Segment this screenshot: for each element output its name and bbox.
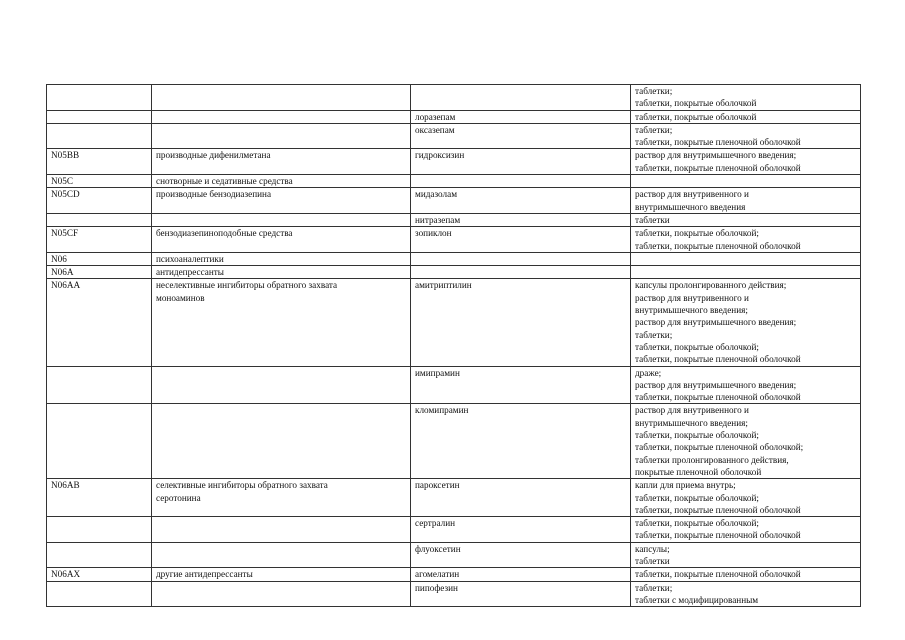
table-row	[47, 279, 861, 366]
table-row	[47, 366, 861, 404]
drug-name-cell: гидроксизин	[411, 149, 631, 175]
dosage-form-cell: раствор для внутривенного и внутримышечного введения; таблетки, покрытые оболочкой; таблетки, покрытые пленочной оболочкой; таблетки пролонгированного действия, покрытые пленочной оболочкой	[631, 404, 861, 479]
table-row	[47, 110, 861, 123]
dosage-form-cell: раствор для внутривенного и внутримышечного введения	[631, 188, 861, 214]
group-name-cell	[152, 85, 411, 111]
drug-name-cell	[411, 85, 631, 111]
drug-name-cell: мидазолам	[411, 188, 631, 214]
drug-name-cell	[411, 266, 631, 279]
table-row	[47, 581, 861, 607]
table-row	[47, 213, 861, 226]
dosage-form-cell: таблетки; таблетки, покрытые оболочкой	[631, 85, 861, 111]
atc-code-cell	[47, 366, 152, 404]
drug-name-cell: пипофезин	[411, 581, 631, 607]
atc-code-cell	[47, 213, 152, 226]
table-row	[47, 149, 861, 175]
group-name-cell: другие антидепрессанты	[152, 568, 411, 581]
group-name-cell: неселективные ингибиторы обратного захвата моноаминов	[152, 279, 411, 366]
drug-name-cell: пароксетин	[411, 479, 631, 517]
atc-code-cell	[47, 542, 152, 568]
group-name-cell	[152, 110, 411, 123]
table-row	[47, 252, 861, 265]
table-row	[47, 227, 861, 253]
drug-name-cell	[411, 175, 631, 188]
drug-name-cell: флуоксетин	[411, 542, 631, 568]
group-name-cell: селективные ингибиторы обратного захвата серотонина	[152, 479, 411, 517]
atc-code-cell: N05BB	[47, 149, 152, 175]
group-name-cell	[152, 123, 411, 149]
group-name-cell	[152, 542, 411, 568]
atc-code-cell	[47, 581, 152, 607]
dosage-form-cell	[631, 175, 861, 188]
dosage-form-cell: драже; раствор для внутримышечного введения; таблетки, покрытые пленочной оболочкой	[631, 366, 861, 404]
drug-name-cell: оксазепам	[411, 123, 631, 149]
dosage-form-cell: таблетки; таблетки, покрытые пленочной оболочкой	[631, 123, 861, 149]
group-name-cell	[152, 213, 411, 226]
atc-code-cell	[47, 85, 152, 111]
dosage-form-cell: таблетки, покрытые оболочкой; таблетки, покрытые пленочной оболочкой	[631, 517, 861, 543]
table-row	[47, 266, 861, 279]
atc-code-cell: N06AB	[47, 479, 152, 517]
group-name-cell: психоаналептики	[152, 252, 411, 265]
atc-code-cell: N05CF	[47, 227, 152, 253]
table-row	[47, 568, 861, 581]
table-row	[47, 404, 861, 479]
atc-code-cell	[47, 123, 152, 149]
atc-code-cell: N06	[47, 252, 152, 265]
drug-name-cell: зопиклон	[411, 227, 631, 253]
table-row	[47, 479, 861, 517]
atc-code-cell	[47, 110, 152, 123]
dosage-form-cell: капли для приема внутрь; таблетки, покрытые оболочкой; таблетки, покрытые пленочной оболочкой	[631, 479, 861, 517]
atc-code-cell: N06A	[47, 266, 152, 279]
group-name-cell: производные бензодиазепина	[152, 188, 411, 214]
drug-name-cell: имипрамин	[411, 366, 631, 404]
atc-code-cell	[47, 517, 152, 543]
drug-name-cell: сертралин	[411, 517, 631, 543]
table-row	[47, 85, 861, 111]
dosage-form-cell: таблетки; таблетки с модифицированным	[631, 581, 861, 607]
table-row	[47, 175, 861, 188]
table-row	[47, 542, 861, 568]
drug-name-cell: агомелатин	[411, 568, 631, 581]
drug-name-cell	[411, 252, 631, 265]
atc-code-cell: N05CD	[47, 188, 152, 214]
group-name-cell	[152, 581, 411, 607]
drug-classification-table	[46, 84, 861, 607]
atc-code-cell: N05C	[47, 175, 152, 188]
drug-name-cell: лоразепам	[411, 110, 631, 123]
atc-code-cell: N06AA	[47, 279, 152, 366]
table-row	[47, 517, 861, 543]
dosage-form-cell: таблетки, покрытые пленочной оболочкой	[631, 568, 861, 581]
group-name-cell: антидепрессанты	[152, 266, 411, 279]
dosage-form-cell: таблетки, покрытые оболочкой; таблетки, покрытые пленочной оболочкой	[631, 227, 861, 253]
table-row	[47, 188, 861, 214]
drug-name-cell: нитразепам	[411, 213, 631, 226]
atc-code-cell: N06AX	[47, 568, 152, 581]
table-body	[47, 85, 861, 607]
atc-code-cell	[47, 404, 152, 479]
dosage-form-cell: таблетки, покрытые оболочкой	[631, 110, 861, 123]
group-name-cell: снотворные и седативные средства	[152, 175, 411, 188]
table-row	[47, 123, 861, 149]
group-name-cell: производные дифенилметана	[152, 149, 411, 175]
group-name-cell	[152, 517, 411, 543]
dosage-form-cell: капсулы пролонгированного действия; раствор для внутривенного и внутримышечного введения; раствор для внутримышечного введения; таблетки; таблетки, покрытые оболочкой; таблетки, покрытые пленочной оболочкой	[631, 279, 861, 366]
group-name-cell	[152, 404, 411, 479]
drug-name-cell: кломипрамин	[411, 404, 631, 479]
drug-name-cell: амитриптилин	[411, 279, 631, 366]
group-name-cell	[152, 366, 411, 404]
dosage-form-cell: таблетки	[631, 213, 861, 226]
dosage-form-cell	[631, 266, 861, 279]
dosage-form-cell	[631, 252, 861, 265]
dosage-form-cell: раствор для внутримышечного введения; таблетки, покрытые пленочной оболочкой	[631, 149, 861, 175]
dosage-form-cell: капсулы; таблетки	[631, 542, 861, 568]
group-name-cell: бензодиазепиноподобные средства	[152, 227, 411, 253]
